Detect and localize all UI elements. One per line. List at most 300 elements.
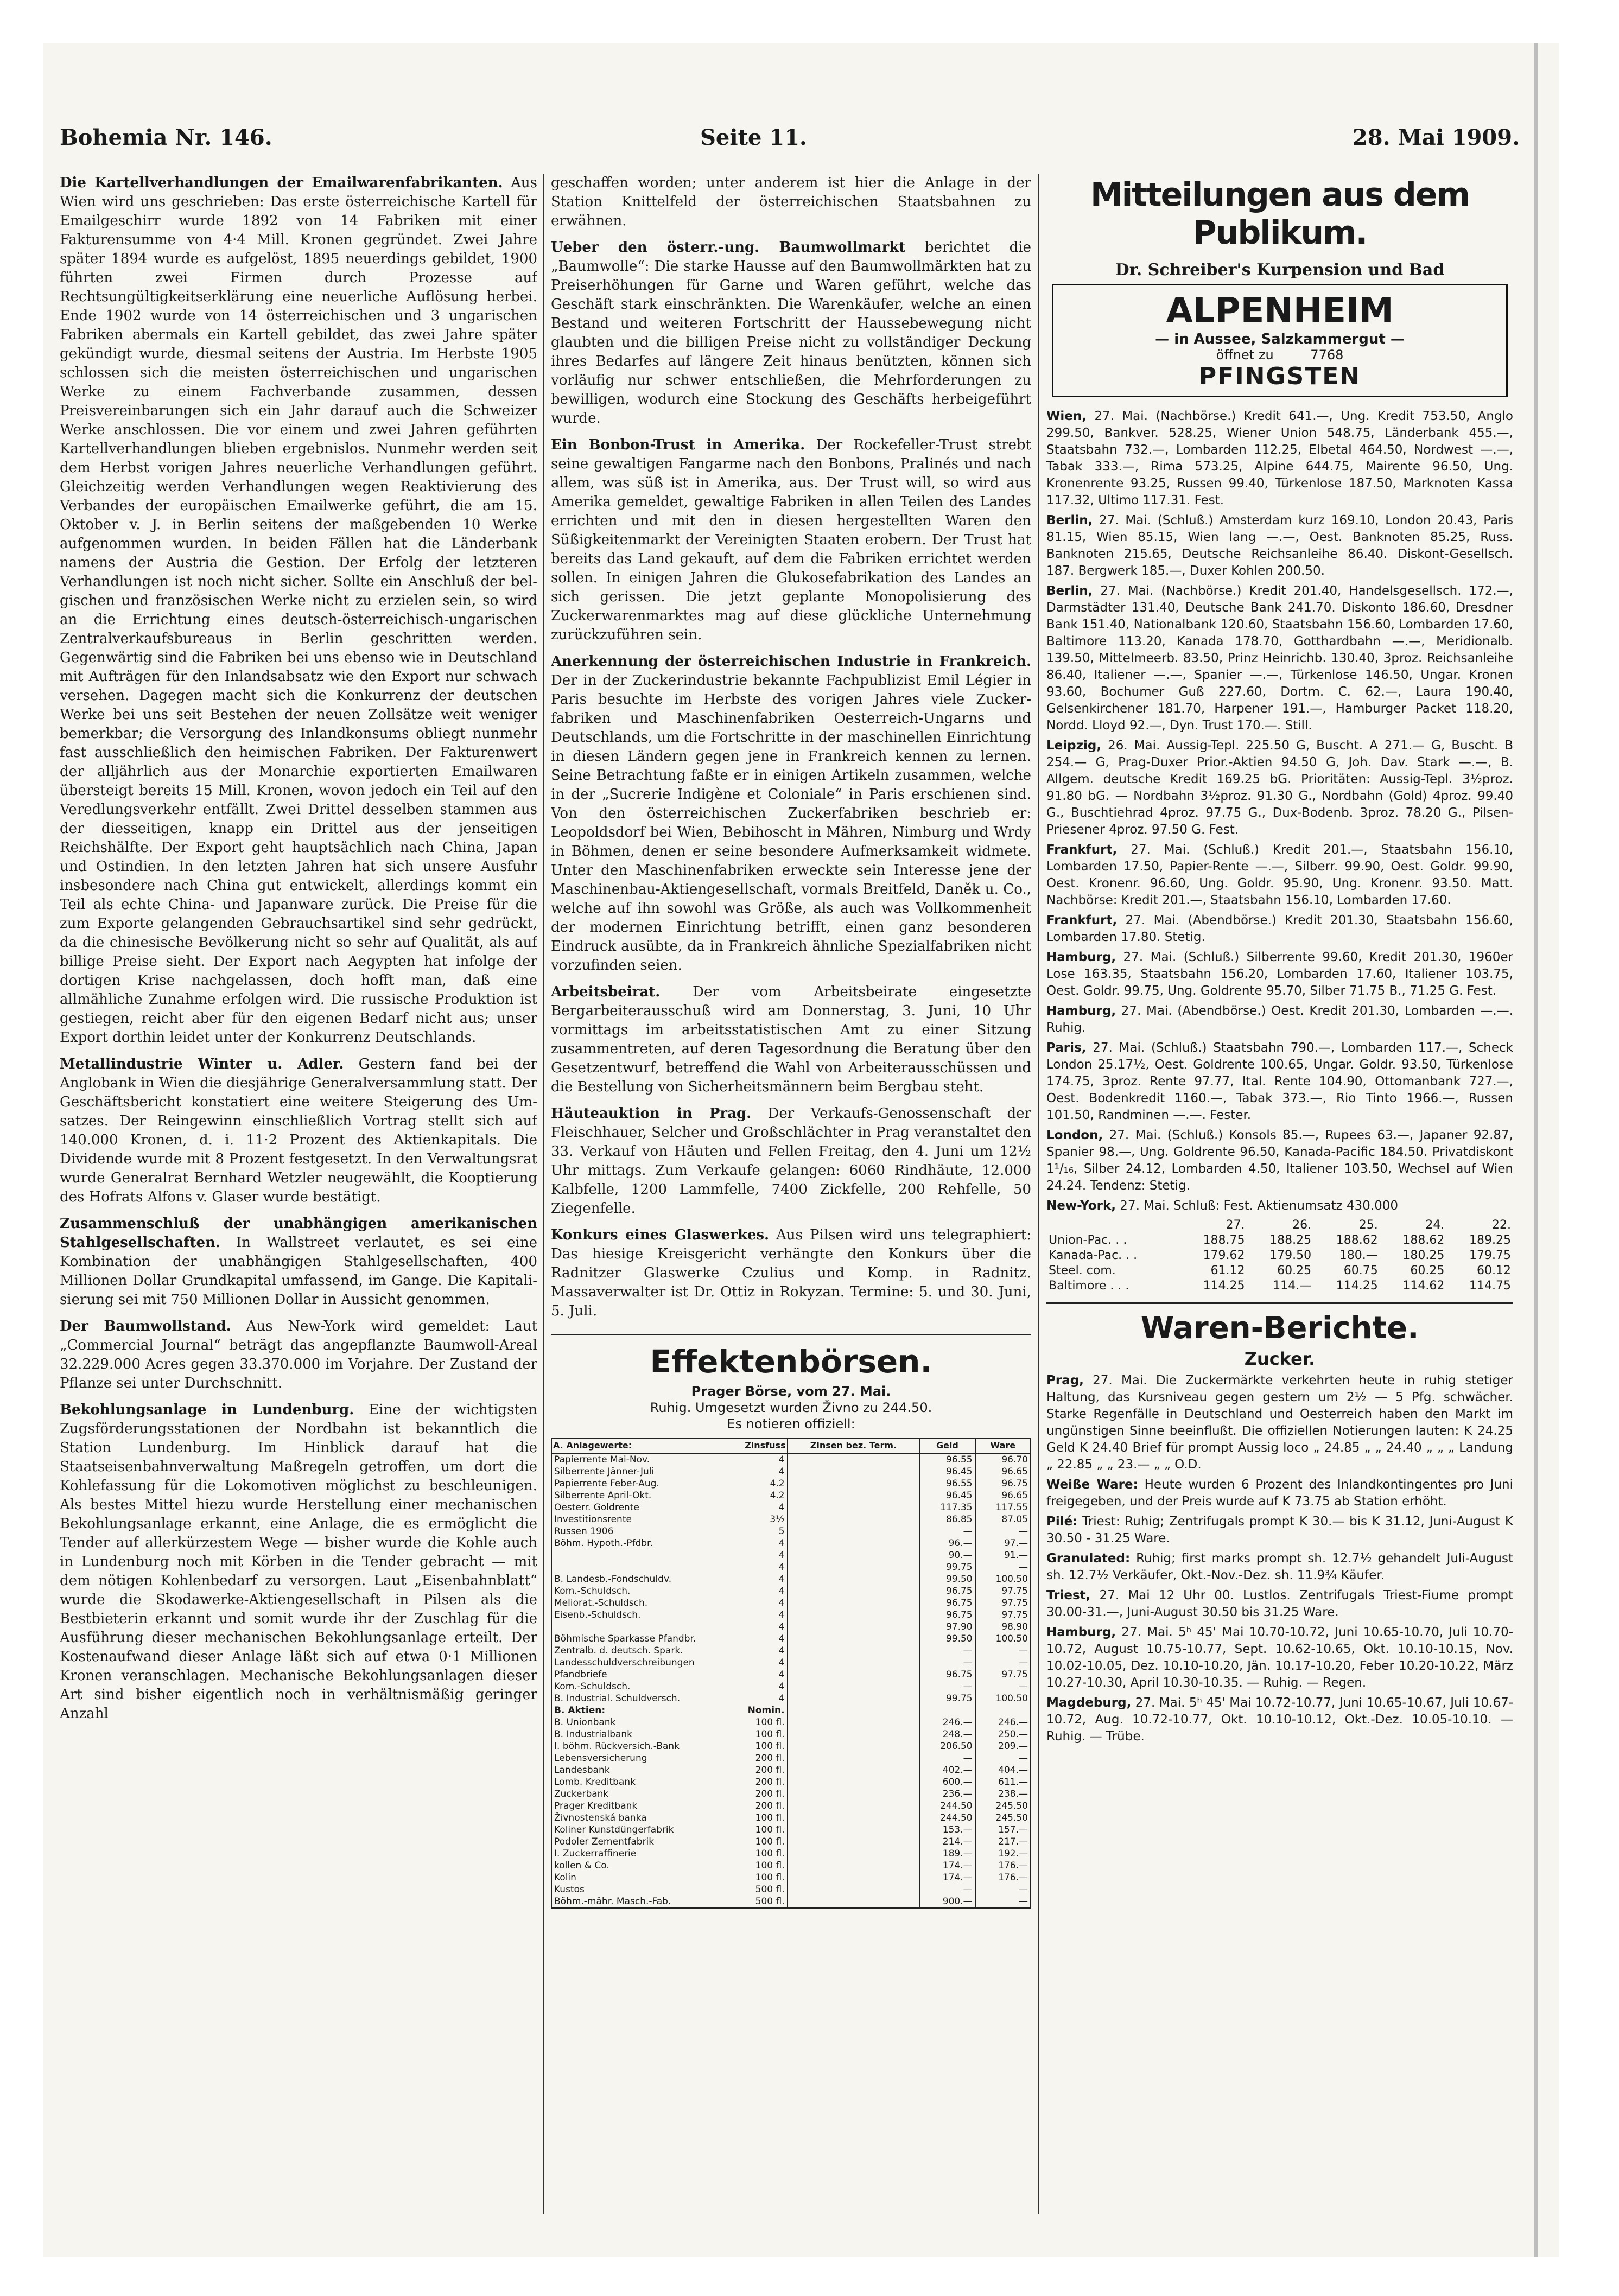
market-text: 27. Mai. (Abendbörse.) Kredit 201.30, Staatsbahn 156.60, Lombarden 17.80. Stetig. — [1046, 913, 1513, 944]
kurs-row — [551, 1453, 1031, 1466]
aktien-termin — [788, 1752, 920, 1764]
header-date: 28. Mai 1909. — [1352, 125, 1520, 150]
column-2 — [551, 174, 1031, 2219]
news-text: Der in der Zuckerindustrie bekannte Fachpublizist Emil Légier in Paris besuchte im Herbste des vorigen Jahres viele Zuckerfabriken und Maschinenfabriken Oesterreich-Ungarns und Deutschlands, um die Fortschritte in der maschinellen Einrichtung in diesen Ländern gegen jene in Frankreich kennen zu lernen. Seine Betrachtung faßte er in einigen Artikeln zusammen, welche in der „Sucrerie Indigène et Coloniale“ in Paris erschienen sind. Von den österreichischen Zuckerfabriken beschrieb er: Leopoldsdorf bei Wien, Bebihoscht in Mähren, Nimburg und Wrdy in Böhmen, denen er seine besondere Aufmerksamkeit widmete. Unter den Maschinenfabriken erweckte sein Interesse jene der Maschinenbau-Aktiengesellschaft, vormals Breitfeld, Daněk u. Co., welche auf ihn sowohl was Größe, als auch was Vollkommenheit der modernen Einrichtung betrifft, einen ganz besonderen Eindruck ausübte, da in Frankreich ähnliche Spezialfabriken nicht vorzufinden seien. — [551, 672, 1031, 974]
news-item — [551, 1226, 1031, 1321]
waren-report — [1046, 1550, 1513, 1584]
ny-value: 188.62 — [1336, 1233, 1378, 1247]
kurs-row — [551, 1513, 1031, 1525]
mitteilungen-title: Mitteilungen aus dem Publikum. — [1090, 176, 1470, 252]
aktien-geld: 246.— — [919, 1716, 975, 1728]
kurs-name: Kom.-Schuldsch. 4 — [551, 1681, 788, 1693]
kurpension-heading: Dr. Schreiber's Kurpension und Bad — [1115, 260, 1445, 279]
aktien-geld: — — [919, 1752, 975, 1764]
kurs-zins: 4 — [778, 1693, 785, 1704]
waren-text: 27. Mai. 5ʰ 45' Mai 10.72-10.77, Juni 10.65-10.67, Juli 10.67-10.72, Aug. 10.72-10.77, Okt. 10.10-10.12, Okt.-Dez. 10.05-10.10. — Ruhig. — Trübe. — [1046, 1696, 1513, 1744]
aktien-nom: 100 fl. — [755, 1836, 785, 1847]
boerse-line-2: Es notieren offiziell: — [727, 1416, 855, 1432]
news-text: geschaffen worden; unter anderem ist hier die Anlage in der Station Knittelfeld der österreichischen Staatsbahnen zu erwähnen. — [551, 175, 1031, 229]
kurs-zins: 4 — [778, 1454, 785, 1465]
aktien-row — [551, 1812, 1031, 1824]
kurs-row — [551, 1633, 1031, 1645]
kurs-name: B. Industrial. Schuldversch. 4 — [551, 1693, 788, 1704]
kurs-zins: 4 — [778, 1466, 785, 1477]
kurs-termin — [788, 1525, 920, 1537]
news-item — [551, 436, 1031, 645]
kurs-geld: 96.55 — [919, 1453, 975, 1466]
aktien-termin — [788, 1740, 920, 1752]
aktien-name: I. Zuckerraffinerie 100 fl. — [551, 1848, 788, 1860]
kurs-row — [551, 1502, 1031, 1513]
kurs-termin — [788, 1609, 920, 1621]
kurs-name: Kom.-Schuldsch. 4 — [551, 1585, 788, 1597]
ny-value: 180.— — [1339, 1249, 1378, 1262]
kurs-name: Russen 1906 5 — [551, 1525, 788, 1537]
kurs-geld: 117.35 — [919, 1502, 975, 1513]
market-report — [1046, 512, 1513, 580]
waren-text: Heute wurden 6 Prozent des Inlandkontingentes pro Juni freigegeben, und der Preis wurde auf K 73.75 ab Station erhöht. — [1046, 1478, 1513, 1509]
waren-city: Granulated: — [1046, 1551, 1131, 1566]
market-report — [1046, 408, 1513, 509]
market-city: Berlin, — [1046, 584, 1093, 598]
kurs-row — [551, 1573, 1031, 1585]
ny-value: 188.62 — [1402, 1233, 1445, 1247]
ny-value: 60.12 — [1477, 1264, 1511, 1277]
kurs-geld: — — [919, 1657, 975, 1669]
ny-row — [1046, 1279, 1513, 1294]
aktien-ware: 611.— — [975, 1776, 1031, 1788]
aktien-name: I. böhm. Rückversich.-Bank 100 fl. — [551, 1740, 788, 1752]
kurs-zins: 4 — [778, 1574, 785, 1585]
aktien-row — [551, 1740, 1031, 1752]
news-item — [60, 1214, 537, 1309]
kurs-ware: 97.75 — [975, 1585, 1031, 1597]
aktien-row — [551, 1764, 1031, 1776]
kurs-row — [551, 1681, 1031, 1693]
ad-alpenheim: ALPENHEIM — [1166, 291, 1394, 331]
kurs-geld: 96.75 — [919, 1585, 975, 1597]
aktien-termin — [788, 1788, 920, 1800]
kurs-termin — [788, 1513, 920, 1525]
ny-value: 114.25 — [1336, 1279, 1378, 1293]
ny-value: 114.75 — [1469, 1279, 1511, 1293]
aktien-geld: — — [919, 1884, 975, 1896]
aktien-termin — [788, 1728, 920, 1740]
aktien-name: Lebensversicherung 200 fl. — [551, 1752, 788, 1764]
waren-text: 27. Mai. Die Zuckermärkte verkehrten heute in ruhig stetiger Haltung, das Kursniveau gegen gestern um 2½ — 5 Pfg. schwächer. Starke Regenfälle in Deutschland und Oesterreich haben den Markt im ungünstigen Sinne beeinflußt. Die offiziellen Notierungen lauten: K 24.25 Geld K 24.40 Brief für prompt Aussig loco „ 24.85 „ „ 24.40 „ „ „ Landung „ 22.85 „ „ 23.— „ „ O.D. — [1046, 1373, 1513, 1472]
kurs-ware: 96.75 — [975, 1478, 1031, 1490]
kurs-row — [551, 1609, 1031, 1621]
kurs-row — [551, 1561, 1031, 1573]
ny-row — [1046, 1263, 1513, 1279]
kurs-row — [551, 1693, 1031, 1704]
kurs-name: Böhmische Sparkasse Pfandbr. 4 — [551, 1633, 788, 1645]
market-report — [1046, 912, 1513, 946]
aktien-ware: — — [975, 1884, 1031, 1896]
aktien-nom: 200 fl. — [755, 1789, 785, 1799]
kurs-termin — [788, 1681, 920, 1693]
aktien-termin — [788, 1764, 920, 1776]
kurs-ware: 97.75 — [975, 1597, 1031, 1609]
aktien-nom: 500 fl. — [755, 1896, 785, 1907]
news-headline: Metallindustrie Winter u. Adler. — [60, 1056, 344, 1072]
aktien-ware: 217.— — [975, 1836, 1031, 1848]
kurs-termin — [788, 1490, 920, 1502]
waren-report — [1046, 1477, 1513, 1510]
kurs-row — [551, 1645, 1031, 1657]
aktien-termin — [788, 1800, 920, 1812]
kurs-termin — [788, 1633, 920, 1645]
kurs-ware: 96.70 — [975, 1453, 1031, 1466]
ad-number: 7768 — [1310, 347, 1344, 362]
market-report — [1046, 1003, 1513, 1036]
boerse-line-1: Ruhig. Umgesetzt wurden Živno zu 244.50. — [650, 1400, 932, 1415]
kurs-ware: 87.05 — [975, 1513, 1031, 1525]
news-item — [551, 983, 1031, 1097]
newspaper-page — [43, 43, 1559, 2257]
ny-date: 27. — [1226, 1218, 1245, 1232]
kurs-row — [551, 1621, 1031, 1633]
aktien-name: B. Industrialbank 100 fl. — [551, 1728, 788, 1740]
kurs-row — [551, 1597, 1031, 1609]
kurs-geld: 96.75 — [919, 1609, 975, 1621]
aktien-geld: 244.50 — [919, 1800, 975, 1812]
aktien-termin — [788, 1812, 920, 1824]
news-headline: Die Kartellverhandlungen der Emailwarenfabrikanten. — [60, 175, 503, 191]
aktien-row — [551, 1776, 1031, 1788]
kurs-ware: 98.90 — [975, 1621, 1031, 1633]
aktien-nom: 100 fl. — [755, 1717, 785, 1728]
anlagewerte-rows — [551, 1453, 1031, 1704]
news-text: Aus New-York wird gemeldet: Laut „Commercial Journal“ beträgt das angepflanzte Baumwoll-Areal 32.229.000 Acres gegen 33.370.000 im Vorjahre. Der Zustand der Pflanze sei unter Durchschnitt. — [60, 1318, 537, 1391]
kurs-termin — [788, 1561, 920, 1573]
effekten-title: Effektenbörsen. — [551, 1334, 1031, 1380]
aktien-geld: 600.— — [919, 1776, 975, 1788]
news-headline: Ein Bonbon-Trust in Amerika. — [551, 437, 805, 453]
kurs-geld: — — [919, 1645, 975, 1657]
kurs-ware: 96.65 — [975, 1466, 1031, 1478]
kurs-zins: 4 — [778, 1633, 785, 1644]
aktien-nom: 100 fl. — [755, 1812, 785, 1823]
ny-stock: Steel. com. — [1049, 1264, 1116, 1277]
ny-value: 179.75 — [1469, 1249, 1511, 1262]
kurs-ware: 97.— — [975, 1537, 1031, 1549]
kurs-row — [551, 1478, 1031, 1490]
ny-stock: Kanada-Pac. . . — [1049, 1249, 1138, 1262]
aktien-name: Koliner Kunstdüngerfabrik 100 fl. — [551, 1824, 788, 1836]
aktien-row — [551, 1848, 1031, 1860]
kurs-geld: 99.50 — [919, 1573, 975, 1585]
aktien-nom: 100 fl. — [755, 1860, 785, 1871]
kurs-geld: 99.75 — [919, 1561, 975, 1573]
news-text: Aus Pilsen wird uns telegraphiert: Das hiesige Kreisgericht verhängte den Konkurs über die Radnitzer Glaswerke Czulius und Komp. in Radnitz. Massaverwalter ist Dr. Ottiz in Rokyzan. Termine: 5. und 30. Juni, 5. Juli. — [551, 1227, 1031, 1319]
column-rule-1 — [543, 174, 544, 2214]
aktien-nom: 100 fl. — [755, 1824, 785, 1835]
aktien-section-row — [551, 1704, 1031, 1716]
kurs-termin — [788, 1597, 920, 1609]
kurs-name — [551, 1561, 788, 1573]
kurs-zins: 3½ — [770, 1514, 785, 1525]
kurs-geld: 96.45 — [919, 1490, 975, 1502]
waren-text: Triest: Ruhig; Zentrifugals prompt K 30.— bis K 31.12, Juni-August K 30.50 - 31.25 Ware. — [1046, 1515, 1513, 1545]
news-headline: Der Baumwollstand. — [60, 1318, 231, 1334]
kurs-termin — [788, 1478, 920, 1490]
kurs-name: Silberrente April-Okt. 4.2 — [551, 1490, 788, 1502]
aktien-ware: 192.— — [975, 1848, 1031, 1860]
news-text: Der Rockefeller-Trust strebt seine gewaltigen Fangarme nach den Bonbons, Pralinés und nach allem, was süß ist in Amerika, aus. Der Trust will, so wird aus Amerika gemeldet, gewaltige Fabriken in allen Teilen des Landes errichten und mit den in diesen hergestellten Waren den Süßigkeitenmarkt der Vereinigten Staaten erobern. Der Trust hat bereits das Land gekauft, auf dem die Fabriken errichtet werden sollen. In einigen Jahren die Glukosefabrikation des Landes an sich gerissen. Die jetzt geplante Monopolisierung des Zuckerwarenmarktes mag auf diese glückliche Unternehmung zurückzuführen sein. — [551, 437, 1031, 643]
kurs-row — [551, 1549, 1031, 1561]
kurs-zins: 5 — [778, 1526, 785, 1537]
kurs-name: Zentralb. d. deutsch. Spark. 4 — [551, 1645, 788, 1657]
waren-city: Magdeburg, — [1046, 1696, 1132, 1710]
market-city: Leipzig, — [1046, 739, 1102, 753]
market-city: Paris, — [1046, 1041, 1087, 1055]
aktien-ware: — — [975, 1896, 1031, 1908]
ad-location: — in Aussee, Salzkammergut — — [1155, 331, 1405, 347]
waren-city: Pilé: — [1046, 1515, 1078, 1529]
page-header — [43, 125, 1536, 163]
col-head-geld: Geld — [919, 1438, 975, 1453]
aktien-row — [551, 1800, 1031, 1812]
kurs-geld: 99.50 — [919, 1633, 975, 1645]
news-headline: Anerkennung der österreichischen Industrie in Frankreich. — [551, 653, 1031, 670]
kurs-row — [551, 1490, 1031, 1502]
aktien-geld: 248.— — [919, 1728, 975, 1740]
kurs-zins: 4 — [778, 1681, 785, 1692]
aktien-nom: 100 fl. — [755, 1848, 785, 1859]
scan-edge-line — [1534, 43, 1538, 2257]
market-city: Wien, — [1046, 409, 1087, 423]
news-headline: Konkurs eines Glaswerkes. — [551, 1227, 770, 1243]
waren-text: 27. Mai. 5ʰ 45' Mai 10.70-10.72, Juni 10.65-10.70, Juli 10.70-10.72, August 10.75-10.77, Sept. 10.62-10.65, Okt. 10.10-10.15, Nov. 10.02-10.05, Dez. 10.10-10.20, Jän. 10.17-10.20, Feber 10.20-10.22, März 10.27-10.30, April 10.30-10.35. — Ruhig. — Regen. — [1046, 1625, 1513, 1690]
aktien-geld: 153.— — [919, 1824, 975, 1836]
ny-value: 60.25 — [1277, 1264, 1312, 1277]
kurs-geld: — — [919, 1681, 975, 1693]
kurs-name — [551, 1621, 788, 1633]
kurs-name: Oesterr. Goldrente 4 — [551, 1502, 788, 1513]
aktien-name: Prager Kreditbank 200 fl. — [551, 1800, 788, 1812]
waren-berichte-title: Waren-Berichte. — [1046, 1302, 1513, 1346]
zucker-heading: Zucker. — [1244, 1349, 1316, 1369]
ny-value: 188.75 — [1203, 1233, 1245, 1247]
aktien-ware: 157.— — [975, 1824, 1031, 1836]
ny-value: 114.— — [1273, 1279, 1312, 1293]
kurs-ware: 100.50 — [975, 1633, 1031, 1645]
kurs-geld: 96.75 — [919, 1597, 975, 1609]
kurs-name: Investitionsrente 3½ — [551, 1513, 788, 1525]
kurs-termin — [788, 1669, 920, 1681]
news-item — [60, 174, 537, 1047]
ny-value: 114.25 — [1203, 1279, 1245, 1293]
kurs-geld: 96.45 — [919, 1466, 975, 1478]
market-report — [1046, 737, 1513, 838]
kurs-termin — [788, 1466, 920, 1478]
kurs-zins: 4.2 — [770, 1490, 785, 1501]
kurs-termin — [788, 1502, 920, 1513]
news-headline: Arbeitsbeirat. — [551, 984, 661, 1000]
aktien-geld: 214.— — [919, 1836, 975, 1848]
kurs-geld: 86.85 — [919, 1513, 975, 1525]
ny-date: 25. — [1358, 1218, 1378, 1232]
kurs-table — [551, 1438, 1031, 1909]
market-text: 27. Mai. (Schluß.) Staatsbahn 790.—, Lombarden 117.—, Scheck London 25.17½, Oest. Goldrente 100.65, Ungar. Goldr. 93.50, Türkenlose 174.75, 3proz. Rente 97.77, Ital. Rente 104.90, Ottomanbank 727.—, Oest. Bodenkredit 1160.—, Tabak 373.—, Rio Tinto 1966.—, Russen 101.50, Randminen —.—. Fester. — [1046, 1041, 1513, 1122]
kurs-zins: 4 — [778, 1598, 785, 1608]
ny-value: 180.25 — [1402, 1249, 1445, 1262]
aktien-row — [551, 1752, 1031, 1764]
aktien-name: Böhm.-mähr. Masch.-Fab. 500 fl. — [551, 1896, 788, 1908]
aktien-nom: 100 fl. — [755, 1729, 785, 1740]
ny-date: 22. — [1492, 1218, 1511, 1232]
aktien-geld: 174.— — [919, 1872, 975, 1884]
aktien-row — [551, 1884, 1031, 1896]
column-rule-2 — [1038, 174, 1039, 2214]
market-report — [1046, 1198, 1513, 1214]
news-item — [551, 1104, 1031, 1218]
news-text: Der Verkaufs-Genossenschaft der Fleischhauer, Selcher und Großschlächter in Prag veranstaltet den 33. Verkauf von Häuten und Fellen Freitag, den 4. Juni um 12½ Uhr mittags. Zum Verkaufe gelangen: 6060 Rindhäute, 12.000 Kalbfelle, 1200 Lammfelle, 7400 Zickfelle, 200 Rehfelle, 50 Ziegenfelle. — [551, 1105, 1031, 1217]
aktien-termin — [788, 1848, 920, 1860]
ny-value: 60.25 — [1410, 1264, 1445, 1277]
kurs-geld: 96.55 — [919, 1478, 975, 1490]
kurs-name: Eisenb.-Schuldsch. 4 — [551, 1609, 788, 1621]
waren-city: Triest, — [1046, 1588, 1091, 1602]
kurs-name: Silberrente Jänner-Juli 4 — [551, 1466, 788, 1478]
news-text: berichtet die „Baumwolle“: Die starke Hausse auf den Baumwollmärkten hat zu Preiserhöhungen für Garne und Waren geführt, welche das Geschäft stark einschränkten. Die Warenkäufer, welche an einen Bestand und weiteren Fortschritt der Haussebewegung nicht glaubten und die billigen Preise nicht zu vollständiger Deckung ihres Bedarfes auf längere Zeit hinaus benützten, können sich vorläufig nur schwer entschließen, die Mehrforderungen zu bewilligen, wodurch eine Stockung des Geschäfts herbeigeführt wurde. — [551, 239, 1031, 427]
news-headline: Bekohlungsanlage in Lundenburg. — [60, 1402, 354, 1418]
header-paper-number: Bohemia Nr. 146. — [60, 125, 272, 150]
ny-stock: Baltimore . . . — [1049, 1279, 1129, 1293]
market-text: 27. Mai. (Schluß.) Kredit 201.—, Staatsbahn 156.10, Lombarden 17.50, Papier-Rente —.—, Silberr. 99.90, Oest. Goldr. 99.90, Oest. Kronenr. 96.60, Ung. Goldr. 95.90, Ung. Kronenr. 93.50. Matt. Nachbörse: Kredit 201.—, Staatsbahn 156.10, Lombarden 17.60. — [1046, 843, 1513, 907]
ny-value: 188.25 — [1269, 1233, 1312, 1247]
aktien-nom: 200 fl. — [755, 1753, 785, 1764]
news-text: Eine der wichtigsten Zugsförderungsstationen der Nordbahn ist bekanntlich die Station Lundenburg. Im Hinblick darauf hat die Staatseisenbahnverwaltung Maßregeln getroffen, um dort die Kohlefassung für die Lokomotiven möglichst zu beschleunigen. Als bestes Mittel hiezu wurde Herstellung einer mechanischen Bekohlungsanlage erkannt, eine Anlage, die es ermöglicht die Tender auf allerkürzestem Wege — bisher wurde die Kohle auch in Lundenburg noch mit Körben in die Tender gebracht — mit dem nötigen Kohlenbedarf zu versorgen. Laut „Eisenbahnblatt“ wurde die Skodawerke-Aktiengesellschaft in Pilsen als die Bestbieterin erkannt und somit wurde ihr der Zuschlag für die Ausführung dieser mechanischen Bekohlungsanlage erteilt. Der Kostenaufwand dieser Anlage läßt sich auf etwa 0·1 Millionen Kronen veranschlagen. Mechanische Bekohlungsanlagen dieser Art sind bisher eigentlich noch in verhältnismäßig geringer Anzahl — [60, 1402, 537, 1722]
waren-city: Weiße Ware: — [1046, 1478, 1138, 1492]
kurs-name: Papierrente Mai-Nov. 4 — [551, 1453, 788, 1466]
kurs-zins: 4.2 — [770, 1478, 785, 1489]
boerse-subtitle: Prager Börse, vom 27. Mai. — [691, 1384, 891, 1399]
aktien-row — [551, 1716, 1031, 1728]
kurs-geld: 99.75 — [919, 1693, 975, 1704]
ny-date: 24. — [1425, 1218, 1445, 1232]
kurs-row — [551, 1669, 1031, 1681]
aktien-ware: 245.50 — [975, 1800, 1031, 1812]
aktien-name: kollen & Co. 100 fl. — [551, 1860, 788, 1872]
kurs-ware: — — [975, 1645, 1031, 1657]
aktien-nom: 200 fl. — [755, 1765, 785, 1776]
waren-text: Ruhig; first marks prompt sh. 12.7½ gehandelt Juli-August sh. 12.7½ Verkäufer, Okt.-Nov.-Dez. sh. 11.9¾ Käufer. — [1046, 1551, 1513, 1582]
kurs-geld: 96.— — [919, 1537, 975, 1549]
market-report — [1046, 583, 1513, 734]
aktien-name: Landesbank 200 fl. — [551, 1764, 788, 1776]
kurs-termin — [788, 1585, 920, 1597]
waren-text: 27. Mai 12 Uhr 00. Lustlos. Zentrifugals Triest-Fiume prompt 30.00-31.—, Juni-August 30.50 bis 31.25 Ware. — [1046, 1588, 1513, 1619]
aktien-name: Podoler Zementfabrik 100 fl. — [551, 1836, 788, 1848]
kurs-termin — [788, 1693, 920, 1704]
kurs-name: Böhm. Hypoth.-Pfdbr. 4 — [551, 1537, 788, 1549]
ny-stock: Union-Pac. . . — [1049, 1233, 1127, 1247]
market-city: London, — [1046, 1128, 1103, 1142]
ny-value: 179.62 — [1203, 1249, 1245, 1262]
aktien-termin — [788, 1884, 920, 1896]
waren-reports — [1046, 1372, 1513, 1745]
market-text: 27. Mai. (Nachbörse.) Kredit 201.40, Handelsgesellsch. 172.—, Darmstädter 131.40, Deutsche Bank 241.70. Diskonto 186.60, Dresdner Bank 151.40, Nationalbank 120.60, Staatsbahn 156.60, Lombarden 17.60, Baltimore 113.20, Kanada 178.70, Gotthardbahn —.—, Meridionalb. 139.50, Mittelmeerb. 83.50, Prinz Heinrichb. 130.40, 3proz. Reichsanleihe 86.40, Italiener —.—, Spanier —.—, Türkenlose 146.50, Ungar. Kronen 93.60, Bochumer Guß 227.60, Dortm. C. 62.—, Laura 190.40, Gelsenkirchener 181.70, Harpener 191.—, Hamburger Packet 118.20, Nordd. Lloyd 92.—, Dyn. Trust 170.—. Still. — [1046, 584, 1513, 733]
aktien-row — [551, 1788, 1031, 1800]
ny-value: 61.12 — [1210, 1264, 1245, 1277]
ny-value: 179.50 — [1269, 1249, 1312, 1262]
news-item — [551, 238, 1031, 428]
news-text: Der vom Arbeitsbeirate eingesetzte Bergarbeiterausschuß wird am Donnerstag, 3. Juni, 10 Uhr vormittags im arbeitsstatistischen Amt zu einer Sitzung zusammentreten, auf deren Tagesordnung die Beratung über den Gesetzentwurf, betreffend die Wahl von Arbeiterausschüssen und die Bestellung von Sicherheitsmännern beim Bergbau steht. — [551, 984, 1031, 1095]
market-reports — [1046, 408, 1513, 1214]
kurs-ware: 100.50 — [975, 1693, 1031, 1704]
aktien-name: Lomb. Kreditbank 200 fl. — [551, 1776, 788, 1788]
news-text: Aus Wien wird uns geschrieben: Das erste österreichische Kartell für Emailgeschirr wurde 1892 von 14 Fabriken mit einer Fakturensumme von 4·4 Mill. Kronen gegründet. Zwei Jahre später 1894 wurde es aufgelöst, 1895 neuerdings gebildet, 1900 führten zwei Firmen durch Prozesse auf Rechtsungültigkeitserklärung eine neuerliche Auflösung herbei. Ende 1902 wurde von 14 österreichischen und 3 ungarischen Fabriken abermals ein Kartell gebildet, das zwei Jahre später gekündigt wurde, diesmal seitens der Austria. Im Herbste 1905 schlossen sich die meisten österreichischen und ungarischen Werke zu einem Fachverbande zusammen, dessen Preisvereinbarungen sich ein Jahr darauf auch die Schweizer Werke anschlossen. Die vor einem und zwei Jahren geführten Kartellverhandlungen blieben ergebnislos. Nunmehr werden seit dem Herbst vorigen Jahres neuerliche Verhandlungen geführt. Gleichzeitig werden Verhandlungen wegen Reaktivierung des Verbandes der europäischen Emailwerke geführt, die am 15. Oktober v. J. in Berlin seitens der maßgebenden 10 Werke aufgenommen wurden. In beiden Fällen hat die Länderbank namens der Austria die Gestion. Der Erfolg der letzteren Verhandlungen ist noch nicht sicher. Sollte ein Anschluß der belgischen und französischen Werke nicht zu erzielen sein, so wird an die Errichtung eines deutsch-österreichisch-ungarischen Zentralverkaufsbureaus in Berlin geschritten werden. Gegenwärtig sind die Fabriken bei uns ebenso wie in Deutschland mit Aufträgen für den Inlandsabsatz wie den Export nur schwach versehen. Dagegen macht sich die Konkurrenz der deutschen Werke bei uns seit Bestehen der neuen Zollsätze weit weniger bemerkbar; die Versorgung des Inlandkonsums obliegt nunmehr fast ausschließlich den heimischen Fabriken. Der Fakturenwert der alljährlich aus der Monarchie exportierten Emailwaren übersteigt bereits 15 Mill. Kronen, wovon jedoch ein Teil auf den Veredlungsverkehr entfällt. Zwei Drittel desselben stammen aus der diesseitigen, knapp ein Drittel aus der jenseitigen Reichshälfte. Der Export geht hauptsächlich nach China, Japan und Ostindien. In den letzten Jahren hat sich unsere Ausfuhr insbesondere nach China gut entwickelt, allerdings kommt ein Teil als echte China- und Japanware zurück. Die Preise für die zum Exporte gelangenden Gebrauchsartikel sind sehr gedrückt, da die chinesische Bevölkerung nicht so sehr auf Qualität, als auf billige Preise sieht. Der Export nach Aegypten hat infolge der dortigen Krise nachgelassen, doch hofft man, daß eine allmähliche Zunahme erfolgen wird. Die russische Produktion ist gestiegen, reicht aber für den eigenen Bedarf nicht aus; unser Export dorthin leidet unter der Konkurrenz Deutschlands. — [60, 175, 537, 1046]
news-text: In Wallstreet verlautet, es sei eine Kombination der unabhängigen Stahlgesellschaften, 400 Millionen Dollar Grundkapital umfassend, im Gange. Die Kapitalisierung sei mit 750 Millionen Dollar in Aussicht genommen. — [60, 1235, 537, 1308]
kurs-ware: — — [975, 1657, 1031, 1669]
aktien-geld: 236.— — [919, 1788, 975, 1800]
market-report — [1046, 1040, 1513, 1124]
market-city: Frankfurt, — [1046, 913, 1118, 927]
kurs-geld: 90.— — [919, 1549, 975, 1561]
aktien-name: B. Unionbank 100 fl. — [551, 1716, 788, 1728]
ny-corner — [1046, 1218, 1180, 1233]
news-headline: Zusammenschluß der unabhängigen amerikanischen Stahlgesellschaften. — [60, 1216, 537, 1251]
aktien-geld: 900.— — [919, 1896, 975, 1908]
market-text: 27. Mai. Schluß: Fest. Aktienumsatz 430.000 — [1120, 1199, 1398, 1213]
kurs-ware: — — [975, 1681, 1031, 1693]
col-head-ware: Ware — [975, 1438, 1031, 1453]
aktien-ware: 404.— — [975, 1764, 1031, 1776]
market-text: 27. Mai. (Schluß.) Konsols 85.—, Rupees 63.—, Japaner 92.87, Spanier 98.—, Ung. Goldrente 96.50, Kanada-Pacific 184.50. Privatdiskont 1¹/₁₆, Silber 24.12, Lombarden 4.50, Italiener 103.50, Wechsel auf Wien 24.24. Tendenz: Stetig. — [1046, 1128, 1513, 1193]
aktien-ware: 250.— — [975, 1728, 1031, 1740]
kurs-zins: 4 — [778, 1621, 785, 1632]
news-headline: Häuteauktion in Prag. — [551, 1105, 752, 1122]
waren-report — [1046, 1695, 1513, 1745]
aktien-rows — [551, 1704, 1031, 1908]
ny-value: 189.25 — [1469, 1233, 1511, 1247]
kurs-ware: 97.75 — [975, 1609, 1031, 1621]
kurs-row — [551, 1537, 1031, 1549]
aktien-nom: 100 fl. — [755, 1872, 785, 1883]
kurs-zins: 4 — [778, 1538, 785, 1549]
aktien-geld: 206.50 — [919, 1740, 975, 1752]
kurs-termin — [788, 1657, 920, 1669]
aktien-ware: 245.50 — [975, 1812, 1031, 1824]
aktien-row — [551, 1836, 1031, 1848]
kurs-name: Pfandbriefe 4 — [551, 1669, 788, 1681]
waren-report — [1046, 1587, 1513, 1621]
market-report — [1046, 842, 1513, 909]
kurs-geld: — — [919, 1525, 975, 1537]
waren-report — [1046, 1372, 1513, 1473]
kurs-zins: 4 — [778, 1586, 785, 1597]
kurs-row — [551, 1466, 1031, 1478]
aktien-termin — [788, 1824, 920, 1836]
market-city: Frankfurt, — [1046, 843, 1118, 857]
news-item — [551, 652, 1031, 975]
kurs-geld: 96.75 — [919, 1669, 975, 1681]
aktien-nom: 200 fl. — [755, 1801, 785, 1811]
kurs-zins: 4 — [778, 1669, 785, 1680]
kurs-geld: 97.90 — [919, 1621, 975, 1633]
kurs-ware: 96.65 — [975, 1490, 1031, 1502]
market-city: Hamburg, — [1046, 950, 1116, 964]
kurs-termin — [788, 1549, 920, 1561]
aktien-name: Kustos 500 fl. — [551, 1884, 788, 1896]
market-text: 27. Mai. (Abendbörse.) Oest. Kredit 201.30, Lombarden —.—. Ruhig. — [1046, 1004, 1513, 1035]
kurs-row — [551, 1585, 1031, 1597]
col-head-name: A. Anlagewerte: Zinsfuss — [551, 1438, 788, 1453]
market-text: 27. Mai. (Nachbörse.) Kredit 641.—, Ung. Kredit 753.50, Anglo 299.50, Bankver. 528.25, Wiener Union 548.75, Länderbank 455.—, Staatsbahn 732.—, Lombarden 112.25, Elbetal 464.50, Nordwest —.—, Tabak 333.—, Rima 573.25, Alpine 644.75, Mairente 96.50, Ung. Kronenrente 93.25, Russen 99.40, Türkenlose 187.50, Marknoten Kassa 117.32, Ultimo 117.31. Fest. — [1046, 409, 1513, 507]
aktien-nom: 500 fl. — [755, 1884, 785, 1895]
